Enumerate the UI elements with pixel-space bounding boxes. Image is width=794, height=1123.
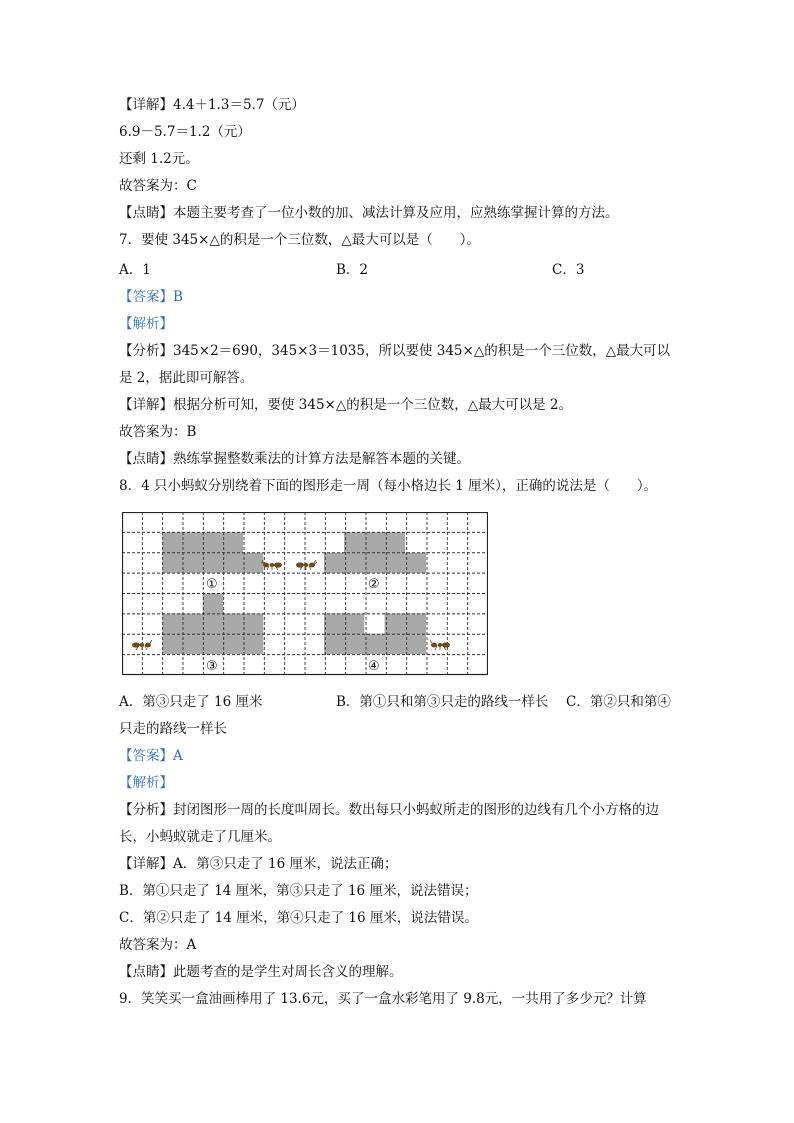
question-9: 9．笑笑买一盒油画棒用了 13.6元，买了一盒水彩笔用了 9.8元，一共用了多少元？计算 <box>119 991 647 1007</box>
q7-option-b: B．2 <box>336 262 369 278</box>
perimeter-grid-figure <box>122 512 488 676</box>
label-2: ② <box>368 577 380 592</box>
answer-line: 故答案为：C <box>119 178 197 194</box>
q7-option-c: C．3 <box>552 262 585 278</box>
q7-option-a: A．1 <box>119 262 151 278</box>
comment-line: 【点睛】本题主要考查了一位小数的加、减法计算及应用，应熟练掌握计算的方法。 <box>119 205 619 221</box>
q7-analysis-2: 是 2，据此即可解答。 <box>119 370 254 386</box>
remainder-line: 还剩 1.2元。 <box>119 151 199 167</box>
q8-option-b: B．第①只和第③只走的路线一样长 <box>336 694 549 710</box>
question-7: 7．要使 345×△的积是一个三位数，△最大可以是（ ）。 <box>119 232 480 248</box>
q7-comment: 【点睛】熟练掌握整数乘法的计算方法是解答本题的关键。 <box>119 451 470 467</box>
q7-answer-label: 【答案】B <box>119 289 183 305</box>
q8-analysis-1: 【分析】封闭图形一周的长度叫周长。数出每只小蚂蚁所走的图形的边线有几个小方格的边 <box>119 802 659 818</box>
q7-final-answer: 故答案为：B <box>119 424 197 440</box>
question-8: 8．4 只小蚂蚁分别绕着下面的图形走一周（每小格边长 1 厘米），正确的说法是（ ）。 <box>119 478 658 494</box>
calc-line: 6.9－5.7＝1.2（元） <box>119 124 251 140</box>
q8-answer-label: 【答案】A <box>119 748 183 764</box>
q8-final-answer: 故答案为：A <box>119 937 197 953</box>
q8-option-c: C．第②只和第④ <box>566 694 671 710</box>
label-1: ① <box>206 577 218 592</box>
q8-detail-c: C．第②只走了 14 厘米，第④只走了 16 厘米，说法错误。 <box>119 910 478 926</box>
q8-analysis-2: 长，小蚂蚁就走了几厘米。 <box>119 829 281 845</box>
detail-line: 【详解】4.4＋1.3＝5.7（元） <box>119 97 305 113</box>
q8-detail-b: B．第①只走了 14 厘米，第③只走了 16 厘米，说法错误； <box>119 883 478 899</box>
label-4: ④ <box>368 659 380 674</box>
shape-4 <box>324 614 426 655</box>
ant-icon <box>296 560 317 570</box>
q8-option-a: A．第③只走了 16 厘米 <box>119 694 263 710</box>
ant-icon <box>132 640 152 650</box>
q7-analysis-1: 【分析】345×2＝690，345×3＝1035，所以要使 345×△的积是一个三位数，△最大可以 <box>119 343 671 359</box>
q7-detail: 【详解】根据分析可知，要使 345×△的积是一个三位数，△最大可以是 2。 <box>119 397 573 413</box>
q8-comment: 【点睛】此题考查的是学生对周长含义的理解。 <box>119 964 403 980</box>
q8-option-c-continued: 只走的路线一样长 <box>119 721 227 737</box>
q8-detail-a: 【详解】A．第③只走了 16 厘米，说法正确； <box>119 856 398 872</box>
label-3: ③ <box>206 659 218 674</box>
q7-analysis-label: 【解析】 <box>119 316 173 332</box>
q8-analysis-label: 【解析】 <box>119 775 173 791</box>
shape-3 <box>162 593 263 654</box>
